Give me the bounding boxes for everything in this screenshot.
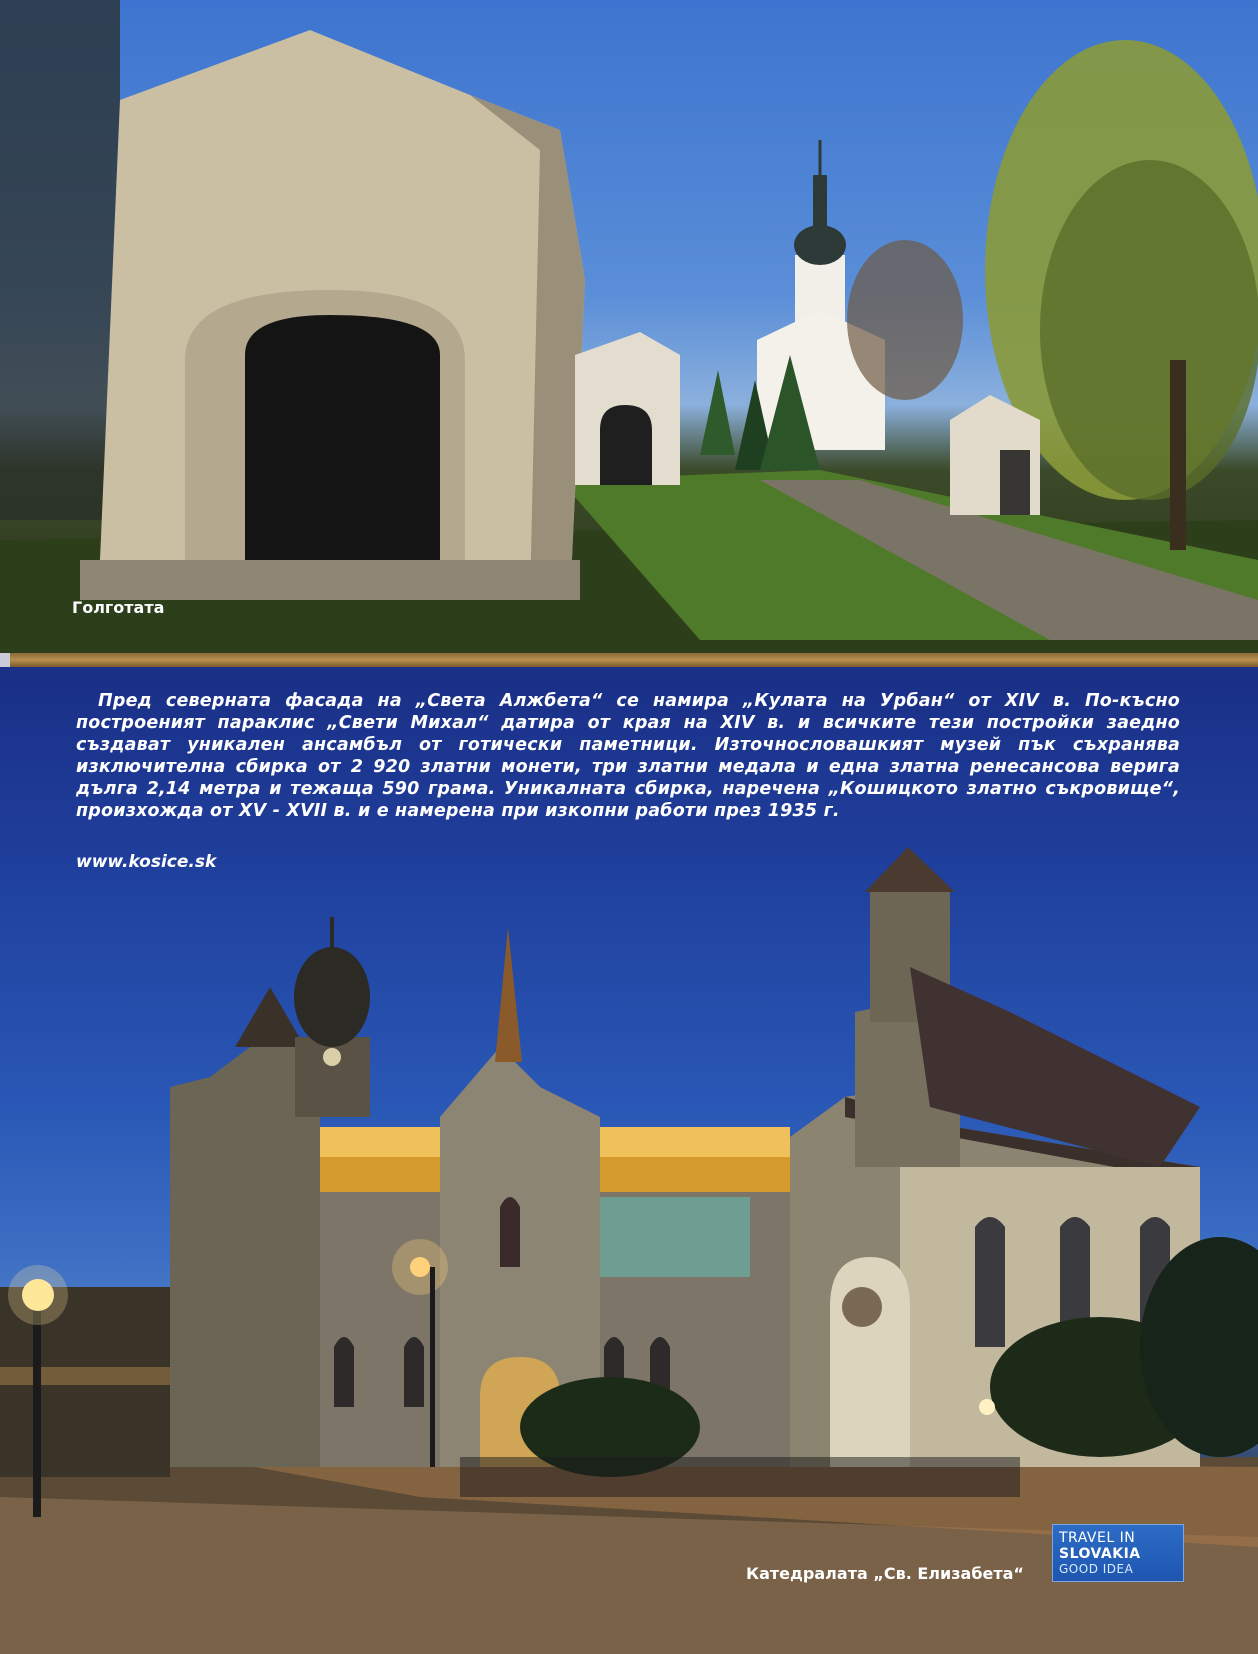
st-elisabeth-cathedral: [170, 917, 790, 1467]
golgotha-scene-illustration: [0, 0, 1258, 653]
article-paragraph: Пред северната фасада на „Света Алжбета“ се намира „Кулата на Урбан“ от XIV в. По-късно построеният параклис „Свети Михал“ датира от края на XIV в. и всичките тези постройки заедно създават уникален ансамбъл от готически паметници. Източнословашкият музей пък съхранява изключителна сбирка от 2 920 златни монети, три златни медала и една златна ренесансова верига дълга 2,14 метра и тежаща 590 грама. Уникалната сбирка, наречена „Кошицкото златно съкровище“, произхожда от XV - XVII в. и е намерена при изкопни работи през 1935 г.: [76, 691, 1180, 821]
travel-in-slovakia-logo: [1052, 1524, 1184, 1582]
website-link[interactable]: www.kosice.sk: [76, 852, 217, 872]
top-photo: [0, 0, 1258, 653]
small-chapel: [575, 332, 680, 485]
top-photo-caption: Голготата: [72, 598, 165, 617]
logo-line-3: GOOD IDEA: [1059, 1562, 1134, 1576]
golgotha-chapel: [80, 30, 585, 600]
divider-band-left: [0, 653, 10, 667]
bottom-photo-caption: Катедралата „Св. Елизабета“: [746, 1564, 1024, 1583]
logo-line-1: TRAVEL IN: [1059, 1530, 1136, 1546]
divider-band: [0, 653, 1258, 667]
logo-line-2: SLOVAKIA: [1059, 1546, 1141, 1562]
